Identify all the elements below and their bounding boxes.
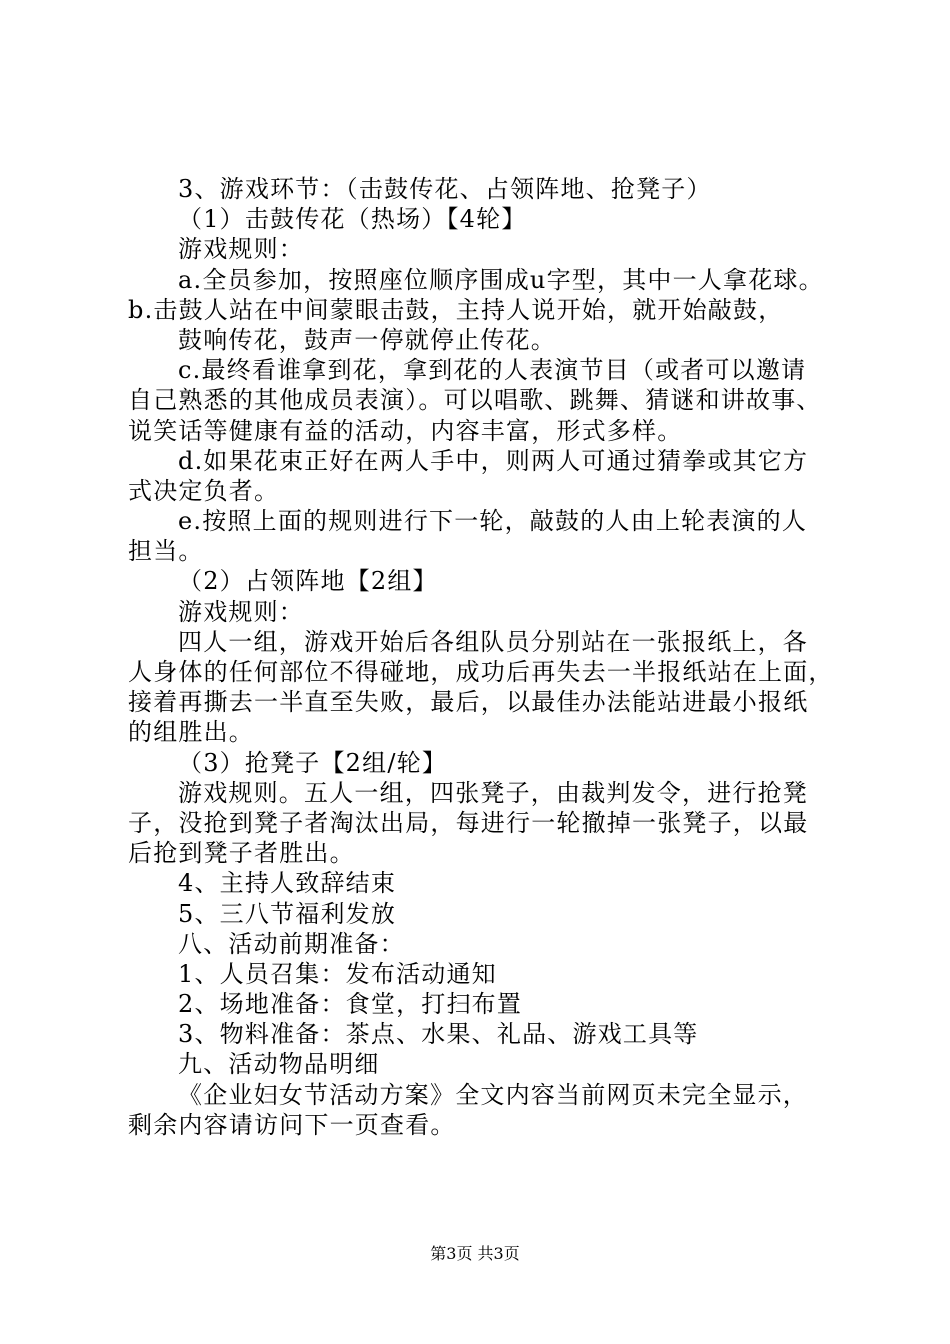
text-line: 九、活动物品明细 (178, 1050, 380, 1079)
text-line: （2）占领阵地【2组】 (178, 567, 438, 596)
document-body (128, 174, 834, 1140)
text-line: （1）击鼓传花（热场）【4轮】 (178, 205, 527, 234)
text-line: b.击鼓人站在中间蒙眼击鼓，主持人说开始，就开始敲鼓， (128, 295, 784, 324)
text-line: 鼓响传花，鼓声一停就停止传花。 (178, 325, 556, 354)
text-line: 后抢到凳子者胜出。 (128, 839, 355, 868)
text-line: 游戏规则。五人一组，四张凳子，由裁判发令，进行抢凳 (178, 778, 808, 807)
text-line: 人身体的任何部位不得碰地，成功后再失去一半报纸站在上面， (128, 658, 834, 686)
text-line: 3、游戏环节：（击鼓传花、占领阵地、抢凳子） (178, 175, 712, 203)
text-line: 2、场地准备：食堂，打扫布置 (178, 990, 523, 1019)
text-line: 3、物料准备：茶点、水果、礼品、游戏工具等 (178, 1020, 699, 1049)
text-line: 四人一组，游戏开始后各组队员分别站在一张报纸上，各 (178, 627, 808, 656)
text-line: 5、三八节福利发放 (178, 899, 397, 928)
text-line: d.如果花束正好在两人手中，则两人可通过猜拳或其它方 (178, 446, 809, 475)
text-line: 游戏规则： (178, 597, 304, 626)
text-line: 八、活动前期准备： (178, 929, 405, 958)
text-line: 《企业妇女节活动方案》全文内容当前网页未完全显示， (178, 1080, 808, 1109)
text-line: 担当。 (128, 537, 204, 566)
text-line: 剩余内容请访问下一页查看。 (128, 1110, 456, 1139)
text-line: e.按照上面的规则进行下一轮，敲鼓的人由上轮表演的人 (178, 507, 808, 536)
text-line: 接着再撕去一半直至失败，最后，以最佳办法能站进最小报纸 (128, 688, 809, 717)
text-line: 说笑话等健康有益的活动，内容丰富，形式多样。 (128, 416, 683, 445)
text-line: a.全员参加，按照座位顺序围成u字型，其中一人拿花球。 (178, 265, 824, 294)
text-line: 式决定负者。 (128, 476, 280, 505)
text-line: 4、主持人致辞结束 (178, 869, 397, 898)
text-line: 1、人员召集：发布活动通知 (178, 959, 497, 988)
text-line: 子，没抢到凳子者淘汰出局，每进行一轮撤掉一张凳子，以最 (128, 808, 809, 837)
text-line: 的组胜出。 (128, 718, 254, 747)
text-line: 自己熟悉的其他成员表演）。可以唱歌、跳舞、猜谜和讲故事、 (128, 386, 822, 415)
text-line: 游戏规则： (178, 235, 304, 264)
text-line: （3）抢凳子【2组/轮】 (178, 748, 448, 777)
text-line: c.最终看谁拿到花，拿到花的人表演节目（或者可以邀请 (178, 356, 807, 385)
page-footer: 第3页 共3页 (430, 1244, 520, 1263)
